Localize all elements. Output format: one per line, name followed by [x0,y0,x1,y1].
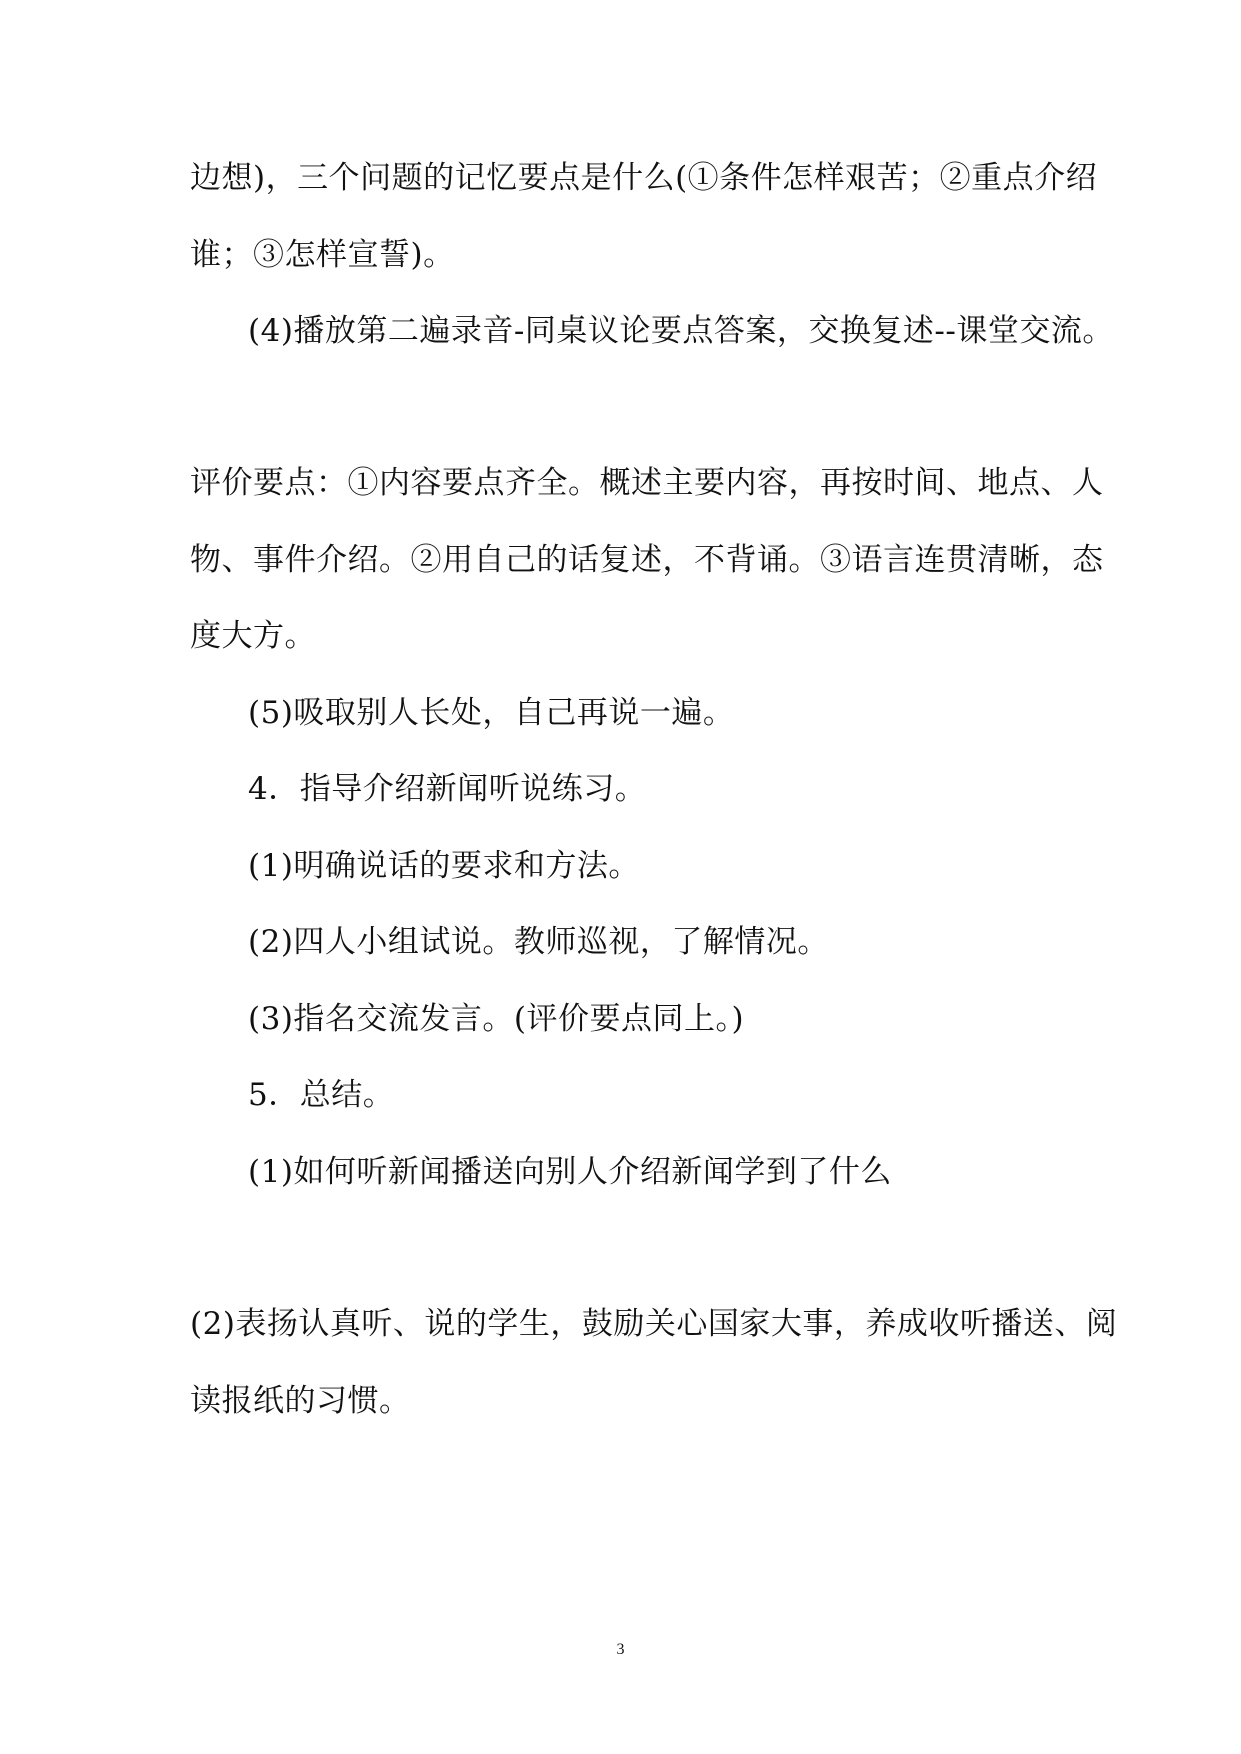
paragraph-line: (4)播放第二遍录音-同桌议论要点答案，交换复述--课堂交流。 [248,313,1114,349]
paragraph-line: 谁；③怎样宣誓)。 [190,237,455,273]
paragraph-line: (1)明确说话的要求和方法。 [248,848,640,884]
paragraph-line: (5)吸取别人长处，自己再说一遍。 [248,695,735,731]
paragraph-line: 边想)，三个问题的记忆要点是什么(①条件怎样艰苦；②重点介绍 [190,160,1098,196]
paragraph-line: 评价要点：①内容要点齐全。概述主要内容，再按时间、地点、人 [190,465,1104,501]
paragraph-line: 物、事件介绍。②用自己的话复述，不背诵。③语言连贯清晰，态 [190,542,1104,578]
paragraph-line: (2)四人小组试说。教师巡视，了解情况。 [248,924,829,960]
section-heading: 4．指导介绍新闻听说练习。 [248,771,647,807]
section-heading: 5．总结。 [248,1077,395,1113]
paragraph-line: 读报纸的习惯。 [190,1383,411,1419]
page-number: 3 [616,1641,625,1658]
paragraph-line: (3)指名交流发言。(评价要点同上。) [248,1001,745,1037]
paragraph-line: 度大方。 [190,618,316,654]
paragraph-line: (1)如何听新闻播送向别人介绍新闻学到了什么 [248,1154,892,1190]
paragraph-line: (2)表扬认真听、说的学生，鼓励关心国家大事，养成收听播送、阅 [190,1306,1118,1342]
